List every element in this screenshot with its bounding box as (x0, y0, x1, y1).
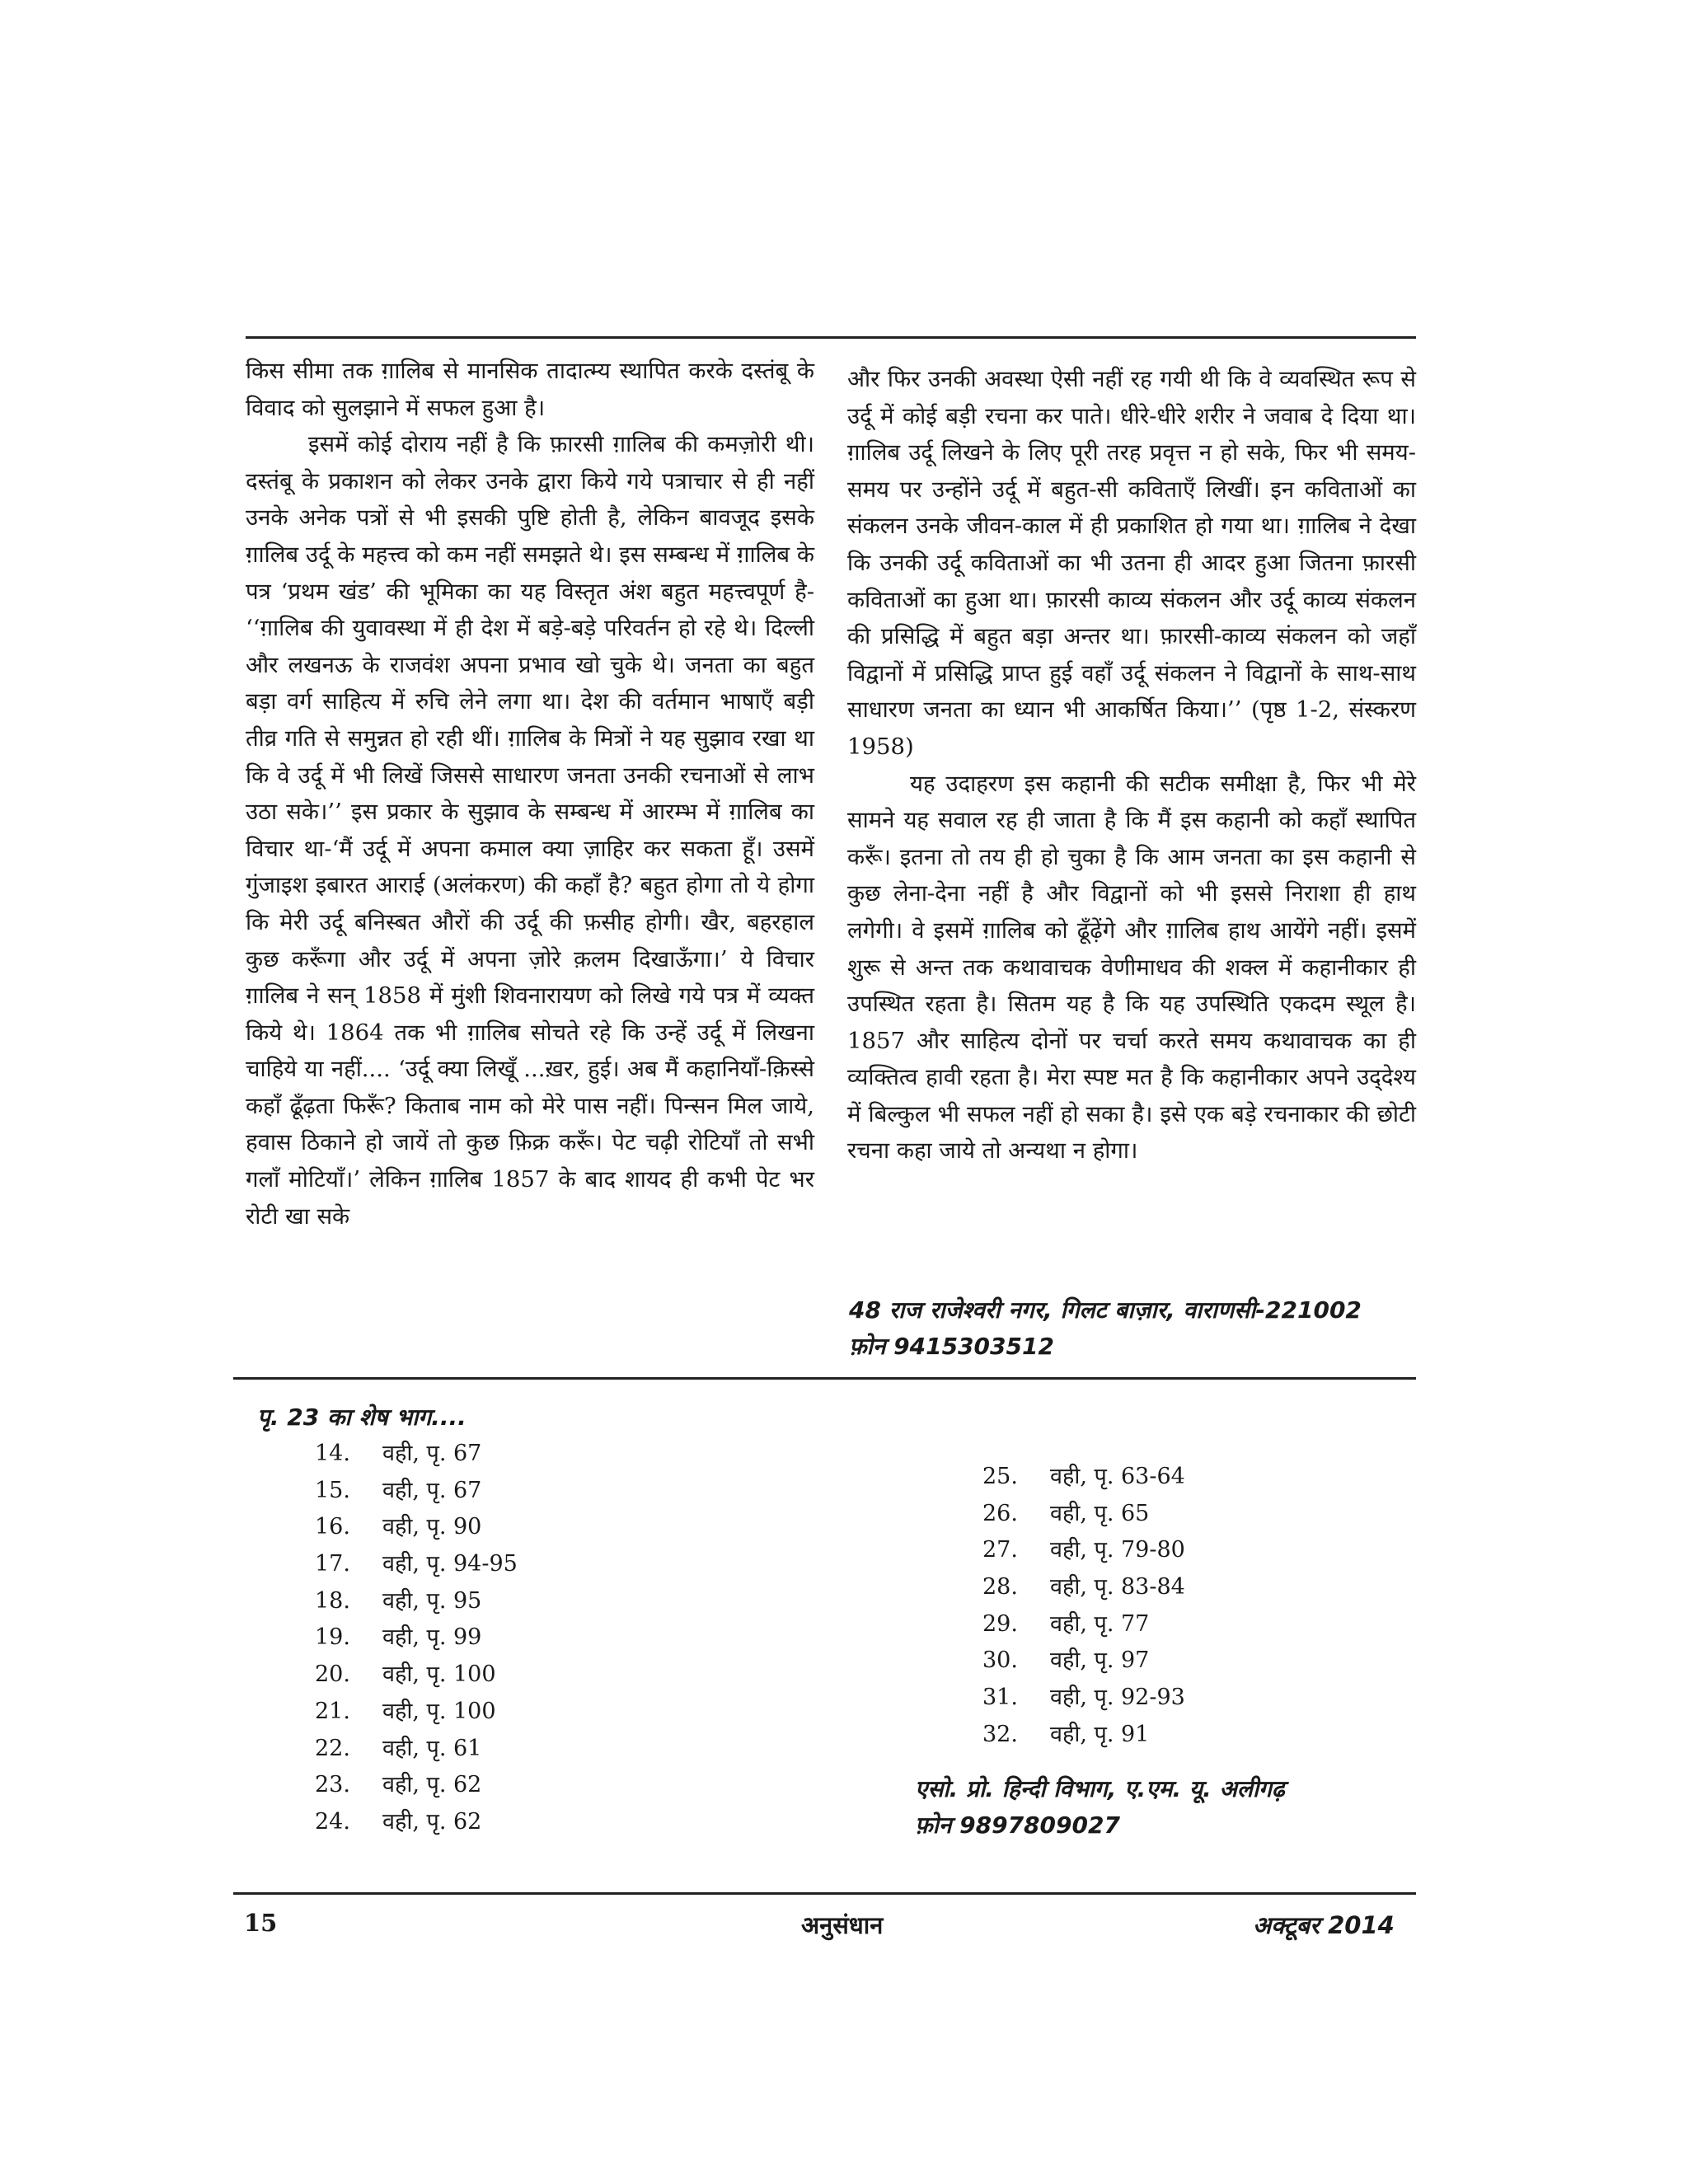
author-phone: फ़ोन 9415303512 (849, 1333, 1054, 1360)
article-paragraph: इसमें कोई दोराय नहीं है कि फ़ारसी ग़ालिब की कमज़ोरी थी। दस्तंबू के प्रकाशन को लेकर उनके द्वारा किये गये पत्राचार से ही नहीं उनके अनेक पत्रों से भी इसकी पुष्टि होती है, लेकिन बावजूद इसके ग़ालिब उर्दू के महत्त्व को कम नहीं समझते थे। इस सम्बन्ध में ग़ालिब के पत्र ‘प्रथम खंड’ की भूमिका का यह विस्तृत अंश बहुत महत्त्वपूर्ण है- ‘‘ग़ालिब की युवावस्था में ही देश में बड़े-बड़े परिवर्तन हो रहे थे। दिल्ली और लखनऊ के राजवंश अपना प्रभाव खो चुके थे। जनता का बहुत बड़ा वर्ग साहित्य में रुचि लेने लगा था। देश की वर्तमान भाषाएँ बड़ी तीव्र गति से समुन्नत हो रही थीं। ग़ालिब के मित्रों ने यह सुझाव रखा था कि वे उर्दू में भी लिखें जिससे साधारण जनता उनकी रचनाओं से लाभ उठा सके।’’ इस प्रकार के सुझाव के सम्बन्ध में आरम्भ में ग़ालिब का विचार था-‘मैं उर्दू में अपना कमाल क्या ज़ाहिर कर सकता हूँ। उसमें गुंजाइश इबारत आराई (अलंकरण) की कहाँ है? बहुत होगा तो ये होगा कि मेरी उर्दू बनिस्बत औरों की उर्दू की फ़सीह होगी। खैर, बहरहाल कुछ करूँगा और उर्दू में अपना ज़ोरे क़लम दिखाऊँगा।’ ये विचार ग़ालिब ने सन्‌ 1858 में मुंशी शिवनारायण को लिखे गये पत्र में व्यक्त किये थे। 1864 तक भी ग़ालिब सोचते रहे कि उन्हें उर्दू में लिखना चाहिये या नहीं.... ‘उर्दू क्या लिखूँ ...ख़र, हुई। अब मैं कहानियाँ-क़िस्से कहाँ ढूँढ़ता फिरूँ? किताब नाम को मेरे पास नहीं। पिन्सन मिल जाये, हवास ठिकाने हो जायें तो कुछ फ़िक्र करूँ। पेट चढ़ी रोटियाँ तो सभी गलाँ मोटियाँ।’ लेकिन ग़ालिब 1857 के बाद शायद ही कभी पेट भर रोटी खा सके (246, 431, 814, 1230)
journal-name: अनुसंधान (801, 1911, 884, 1939)
note-number: 15. (315, 1477, 350, 1503)
note-text: वही, पृ. 100 (382, 1698, 496, 1724)
note-item (982, 1717, 1185, 1754)
note-item (315, 1767, 518, 1804)
note-text: वही, पृ. 67 (382, 1477, 482, 1503)
note-text: वही, पृ. 94-95 (382, 1551, 518, 1577)
note-number: 21. (315, 1698, 350, 1724)
note-text: वही, पृ. 63-64 (1050, 1464, 1185, 1489)
top-rule (246, 336, 1416, 339)
note-number: 32. (982, 1721, 1018, 1747)
note-text: वही, पृ. 91 (1050, 1721, 1150, 1747)
note-text: वही, पृ. 67 (382, 1441, 482, 1466)
note-text: वही, पृ. 65 (1050, 1500, 1150, 1526)
article-left-column (246, 353, 814, 1235)
note-item (982, 1643, 1185, 1680)
note-number: 25. (982, 1464, 1018, 1489)
note-item (982, 1606, 1185, 1643)
note-item (315, 1583, 518, 1620)
note-item (315, 1657, 518, 1694)
note-text: वही, पृ. 90 (382, 1514, 482, 1540)
note-number: 22. (315, 1735, 350, 1761)
note-number: 27. (982, 1537, 1018, 1563)
notes-author-phone: फ़ोन 9897809027 (915, 1811, 1120, 1839)
note-item (315, 1473, 518, 1510)
note-number: 18. (315, 1587, 350, 1614)
note-number: 26. (982, 1500, 1018, 1526)
note-text: वही, पृ. 95 (382, 1587, 482, 1614)
note-item (315, 1804, 518, 1841)
note-text: वही, पृ. 97 (1050, 1647, 1150, 1674)
note-text: वही, पृ. 62 (382, 1772, 482, 1798)
note-item (315, 1546, 518, 1583)
note-number: 17. (315, 1551, 350, 1577)
note-number: 20. (315, 1661, 350, 1688)
note-number: 19. (315, 1624, 350, 1651)
note-item (315, 1509, 518, 1546)
note-text: वही, पृ. 79-80 (1050, 1537, 1185, 1563)
issue-date: अक्टूबर 2014 (1253, 1911, 1395, 1939)
note-text: वही, पृ. 99 (382, 1624, 482, 1651)
note-number: 23. (315, 1772, 350, 1798)
note-number: 24. (315, 1808, 350, 1835)
note-text: वही, पृ. 83-84 (1050, 1574, 1185, 1601)
note-text: वही, पृ. 61 (382, 1735, 482, 1761)
note-text: वही, पृ. 100 (382, 1661, 496, 1688)
note-item (982, 1569, 1185, 1606)
note-item (982, 1459, 1185, 1496)
note-item (982, 1680, 1185, 1717)
note-number: 31. (982, 1685, 1018, 1711)
note-text: वही, पृ. 77 (1050, 1610, 1150, 1637)
note-number: 28. (982, 1574, 1018, 1601)
note-number: 14. (315, 1441, 350, 1466)
notes-rule (233, 1377, 1416, 1380)
note-number: 29. (982, 1610, 1018, 1637)
notes-title: पृ. 23 का शेष भाग.... (257, 1404, 467, 1431)
article-right-column (847, 361, 1416, 1169)
note-text: वही, पृ. 92-93 (1050, 1685, 1185, 1711)
note-item (315, 1436, 518, 1473)
note-item (982, 1532, 1185, 1569)
notes-list-left (315, 1436, 518, 1841)
author-affiliation: एसो. प्रो. हिन्दी विभाग, ए.एम. यू. अलीगढ़ (915, 1775, 1285, 1802)
article-paragraph: किस सीमा तक ग़ालिब से मानसिक तादात्म्य स्थापित करके दस्तंबू के विवाद को सुलझाने में सफल हुआ है। (246, 358, 814, 421)
article-paragraph: यह उदाहरण इस कहानी की सटीक समीक्षा है, फिर भी मेरे सामने यह सवाल रह ही जाता है कि मैं इस कहानी को कहाँ स्थापित करूँ। इतना तो तय ही हो चुका है कि आम जनता का इस कहानी से कुछ लेना-देना नहीं है और विद्वानों को भी इससे निराशा ही हाथ लगेगी। वे इसमें ग़ालिब को ढूँढ़ेंगे और ग़ालिब हाथ आयेंगे नहीं। इसमें शुरू से अन्त तक कथावाचक वेणीमाधव की शक्ल में कहानीकार ही उपस्थित रहता है। सितम यह है कि यह उपस्थिति एकदम स्थूल है। 1857 और साहित्य दोनों पर चर्चा करते समय कथावाचक का ही व्यक्तित्व हावी रहता है। मेरा स्पष्ट मत है कि कहानीकार अपने उद्‌देश्य में बिल्कुल भी सफल नहीं हो सका है। इसे एक बड़े रचनाकार की छोटी रचना कहा जाये तो अन्यथा न होगा। (847, 770, 1416, 1165)
note-item (315, 1619, 518, 1657)
author-address (849, 1292, 1426, 1365)
note-item (982, 1496, 1185, 1533)
note-item (315, 1731, 518, 1768)
page-number: 15 (244, 1909, 278, 1937)
notes-list-right (982, 1459, 1185, 1754)
note-number: 30. (982, 1647, 1018, 1674)
author-address-line: 48 राज राजेश्वरी नगर, गिलट बाज़ार, वाराणसी-221002 (849, 1296, 1362, 1324)
note-item (315, 1694, 518, 1731)
note-number: 16. (315, 1514, 350, 1540)
note-text: वही, पृ. 62 (382, 1808, 482, 1835)
article-paragraph: और फिर उनकी अवस्था ऐसी नहीं रह गयी थी कि वे व्यवस्थित रूप से उर्दू में कोई बड़ी रचना कर पाते। धीरे-धीरे शरीर ने जवाब दे दिया था। ग़ालिब उर्दू लिखने के लिए पूरी तरह प्रवृत्त न हो सके, फिर भी समय-समय पर उन्होंने उर्दू में बहुत-सी कविताएँ लिखीं। इन कविताओं का संकलन उनके जीवन-काल में ही प्रकाशित हो गया था। ग़ालिब ने देखा कि उनकी उर्दू कविताओं का भी उतना ही आदर हुआ जितना फ़ारसी कविताओं का हुआ था। फ़ारसी काव्य संकलन और उर्दू काव्य संकलन की प्रसिद्धि में बहुत बड़ा अन्तर था। फ़ारसी-काव्य संकलन को जहाँ विद्वानों में प्रसिद्धि प्राप्त हुई वहाँ उर्दू संकलन ने विद्वानों के साथ-साथ साधारण जनता का ध्यान भी आकर्षित किया।’’ (पृष्ठ 1-2, संस्करण 1958) (847, 366, 1416, 760)
footer-rule (233, 1892, 1416, 1895)
notes-author (915, 1771, 1426, 1844)
